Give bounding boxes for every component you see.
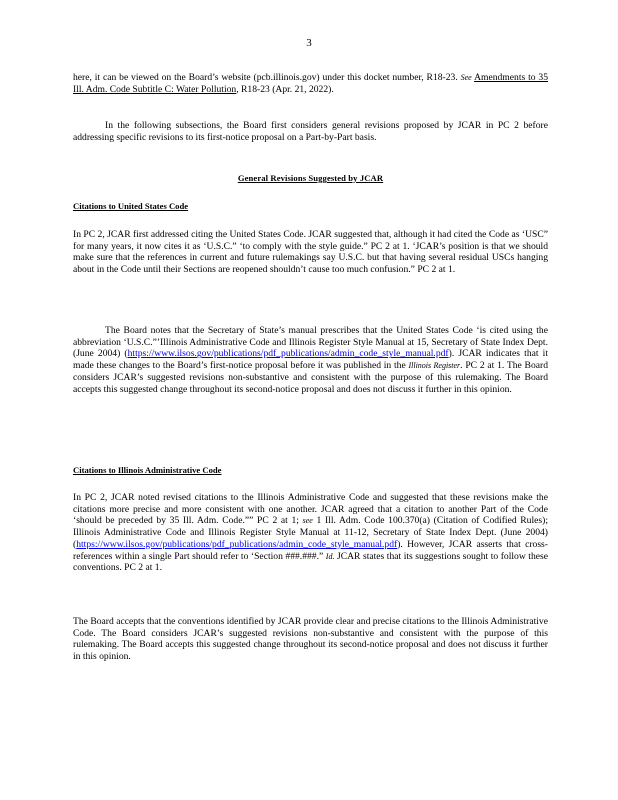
style-manual-link[interactable]: https://www.ilsos.gov/publications/pdf_publications/admin_code_style_manual.pdf [127, 348, 449, 360]
intro-text-b: , R18-23 (Apr. 21, 2022). [236, 83, 334, 95]
illinois-register-italic: Illinois Register [408, 361, 461, 371]
accepts-paragraph: The Board accepts that the conventions identified by JCAR provide clear and precise citations to the Illinois Administrative Code. The Board considers JCAR’s suggested revisions non-substantive and consistent with the purpose of this rulemaking. The Board accepts this suggested change throughout its second-notice proposal and does not discuss it further in this opinion. [73, 616, 548, 663]
secstate-text-a: The Board notes that the Secretary of State’s manual prescribes that the United States Code ‘is cited using the abbreviation ‘U.S.C.”’Illinois Administrative Code and Illinois Register Style Manual at 15, Secretary of State Index Dept. (June 2004) ( [73, 325, 548, 360]
secstate-text-c: . PC 2 at 1. The Board considers JCAR’s suggested revisions non-substantive and consistent with the purpose of this rulemaking. The Board accepts this suggested change throughout its second-notice proposal and does not discuss it further in this opinion. [73, 360, 548, 395]
iac-text-c: ). However, JCAR asserts that cross-references within a single Part should refer to ‘Section ###.###.” [73, 538, 548, 562]
iac-paragraph [73, 492, 548, 574]
intro-text-a: here, it can be viewed on the Board’s website (pcb.illinois.gov) under this docket number, R18-23. [73, 72, 458, 83]
page-number: 3 [306, 37, 312, 49]
intro-paragraph [73, 72, 548, 95]
style-manual-link-2[interactable]: https://www.ilsos.gov/publications/pdf_publications/admin_code_style_manual.pdf [76, 538, 398, 550]
iac-text-d: JCAR states that its suggestions sought to follow these conventions. PC 2 at 1. [73, 550, 548, 574]
secstate-text-b: ). JCAR indicates that it made these changes to the Board’s first-notice proposal before it was published in the [73, 348, 549, 372]
iac-text-a: In PC 2, JCAR noted revised citations to the Illinois Administrative Code and suggested that these revisions make the citations more precise and more consistent with one another. JCAR agreed that a citation to another Part of the Code ‘should be preceded by 35 Ill. Adm. Code.”” PC 2 at 1; [73, 492, 548, 527]
secstate-paragraph [73, 325, 548, 395]
iac-id: Id. [325, 551, 335, 561]
usc-paragraph: In PC 2, JCAR first addressed citing the United States Code. JCAR suggested that, although it had cited the Code as ‘USC” for many years, it now cites it as ‘U.S.C.” ‘to comply with the style guide.” PC 2 at 1. ‘JCAR’s position is that we should make sure that the references in current and future rulemakings say U.S.C. but that having several residual USCs hanging about in the Code until their Sections are reopened shouldn’t cause too much confusion.” PC 2 at 1. [73, 229, 548, 276]
iac-see: see [302, 516, 313, 526]
iac-text-b: 1 Ill. Adm. Code 100.370(a) (Citation of Codified Rules); Illinois Administrative Code and Illinois Register Style Manual at 11-12, Secretary of State Index Dept. (June 2004) ( [73, 515, 549, 550]
following-paragraph: In the following subsections, the Board first considers general revisions proposed by JCAR in PC 2 before addressing specific revisions to its first-notice proposal on a Part-by-Part basis. [73, 120, 548, 143]
heading-general-revisions: General Revisions Suggested by JCAR [237, 173, 384, 183]
heading-usc: Citations to United States Code [73, 201, 189, 211]
heading-iac: Citations to Illinois Administrative Code [73, 465, 222, 475]
amendments-link[interactable]: Amendments to 35 Ill. Adm. Code Subtitle C: Water Pollution [73, 72, 549, 95]
intro-see: See [460, 73, 472, 82]
